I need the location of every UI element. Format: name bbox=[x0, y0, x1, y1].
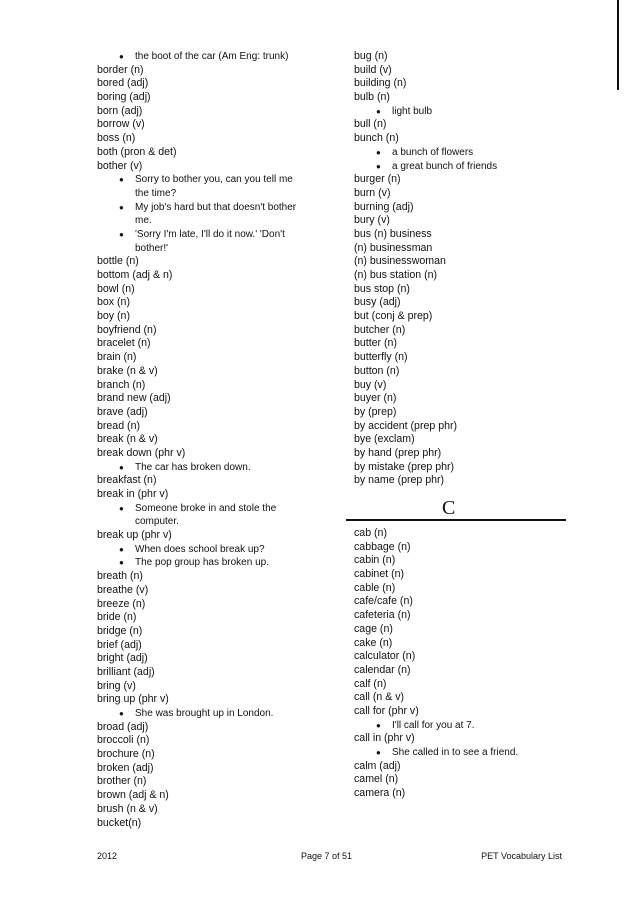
vocab-entry bbox=[97, 447, 342, 461]
vocab-entry bbox=[97, 721, 342, 735]
entry-text: bring up (phr v) bbox=[97, 693, 169, 706]
vocab-entry bbox=[354, 554, 579, 568]
entry-text: (n) bus station (n) bbox=[354, 269, 438, 281]
bullet-icon: ● bbox=[376, 147, 381, 157]
entry-text: brake (n & v) bbox=[97, 364, 158, 377]
vocab-entry bbox=[97, 488, 342, 502]
example-item bbox=[97, 201, 342, 215]
entry-text: burger (n) bbox=[354, 173, 401, 186]
entry-text: bright (adj) bbox=[97, 652, 148, 665]
entry-text: bus stop (n) bbox=[354, 282, 410, 295]
entry-text: brown (adj & n) bbox=[97, 789, 169, 802]
section-letter: C bbox=[442, 497, 456, 519]
example-item bbox=[97, 543, 342, 557]
entry-text: bored (adj) bbox=[97, 77, 149, 90]
entry-text: bracelet (n) bbox=[97, 337, 151, 350]
entry-text: cake (n) bbox=[354, 636, 393, 649]
right-column-b-entries bbox=[354, 50, 579, 488]
vocab-entry bbox=[354, 664, 579, 678]
entry-text: cabinet (n) bbox=[354, 568, 405, 581]
vocab-entry bbox=[354, 283, 579, 297]
entry-text: bread (n) bbox=[97, 419, 140, 432]
example-item bbox=[354, 719, 579, 733]
vocab-entry bbox=[354, 255, 579, 269]
entry-text: break in (phr v) bbox=[97, 488, 169, 500]
bullet-icon: ● bbox=[376, 161, 381, 171]
vocab-entry bbox=[354, 527, 579, 541]
vocab-entry bbox=[354, 650, 579, 664]
vocab-entry bbox=[354, 582, 579, 596]
vocab-entry bbox=[97, 748, 342, 762]
example-continuation bbox=[97, 187, 342, 201]
vocab-entry bbox=[354, 474, 579, 488]
vocab-entry bbox=[97, 598, 342, 612]
entry-text: branch (n) bbox=[97, 378, 146, 391]
entry-text: but (conj & prep) bbox=[354, 310, 433, 323]
entry-text: buy (v) bbox=[354, 378, 387, 391]
vocab-entry bbox=[97, 283, 342, 297]
entry-text: cabin (n) bbox=[354, 554, 396, 567]
entry-text: by mistake (prep phr) bbox=[354, 460, 455, 473]
bullet-icon: ● bbox=[119, 229, 124, 239]
vocab-entry bbox=[354, 541, 579, 555]
entry-text: breathe (v) bbox=[97, 583, 149, 596]
vocab-entry bbox=[97, 639, 342, 653]
example-continuation bbox=[97, 242, 342, 256]
entry-text: bus (n) business bbox=[354, 227, 432, 240]
entry-text: She called in to see a friend. bbox=[392, 747, 519, 758]
vocab-entry bbox=[354, 91, 579, 105]
footer-page-number: Page 7 of 51 bbox=[301, 851, 353, 861]
vocab-entry bbox=[97, 77, 342, 91]
vocab-entry bbox=[97, 584, 342, 598]
entry-text: calculator (n) bbox=[354, 650, 416, 663]
vocab-entry bbox=[354, 296, 579, 310]
entry-text: bride (n) bbox=[97, 611, 137, 624]
vocab-entry bbox=[97, 160, 342, 174]
entry-text: calf (n) bbox=[354, 677, 387, 690]
entry-text: butter (n) bbox=[354, 337, 397, 350]
entry-text: cable (n) bbox=[354, 581, 396, 594]
vocab-entry bbox=[97, 91, 342, 105]
entry-text: brochure (n) bbox=[97, 748, 155, 761]
entry-text: bull (n) bbox=[354, 118, 387, 131]
entry-text: cafeteria (n) bbox=[354, 609, 411, 622]
entry-text: brother (n) bbox=[97, 775, 147, 788]
entry-text: butterfly (n) bbox=[354, 351, 408, 364]
example-item bbox=[97, 502, 342, 516]
vocab-entry bbox=[354, 337, 579, 351]
vocab-entry bbox=[97, 666, 342, 680]
example-item bbox=[354, 160, 579, 174]
entry-text: by (prep) bbox=[354, 405, 397, 418]
entry-text: brilliant (adj) bbox=[97, 665, 155, 678]
entry-text: bowl (n) bbox=[97, 282, 135, 295]
entry-text: brain (n) bbox=[97, 351, 137, 364]
entry-text: 'Sorry I'm late, I'll do it now.' 'Don't bbox=[135, 228, 285, 240]
vocab-entry bbox=[354, 324, 579, 338]
vocab-entry bbox=[354, 420, 579, 434]
entry-text: call for (phr v) bbox=[354, 704, 419, 717]
entry-text: brand new (adj) bbox=[97, 392, 171, 405]
entry-text: brush (n & v) bbox=[97, 802, 158, 815]
vocab-entry bbox=[97, 365, 342, 379]
entry-text: computer. bbox=[135, 516, 179, 528]
vocab-entry bbox=[354, 447, 579, 461]
vocab-entry bbox=[97, 420, 342, 434]
entry-text: camel (n) bbox=[354, 773, 399, 786]
vocab-entry bbox=[354, 760, 579, 774]
entry-text: brief (adj) bbox=[97, 638, 142, 651]
example-item bbox=[97, 707, 342, 721]
entry-text: (n) businessman bbox=[354, 241, 433, 254]
entry-text: break up (phr v) bbox=[97, 529, 172, 542]
entry-text: The car has broken down. bbox=[135, 461, 251, 473]
vocab-entry bbox=[97, 529, 342, 543]
vocab-entry bbox=[354, 433, 579, 447]
footer-year: 2012 bbox=[97, 851, 118, 861]
entry-text: butcher (n) bbox=[354, 323, 406, 336]
example-continuation bbox=[97, 214, 342, 228]
entry-text: bye (exclam) bbox=[354, 433, 415, 446]
vocab-entry bbox=[97, 269, 342, 283]
vocab-entry bbox=[97, 803, 342, 817]
entry-text: break down (phr v) bbox=[97, 446, 186, 459]
entry-text: I'll call for you at 7. bbox=[392, 719, 475, 731]
entry-text: breath (n) bbox=[97, 570, 143, 583]
footer-title: PET Vocabulary List bbox=[481, 851, 562, 861]
vocab-entry bbox=[97, 379, 342, 393]
entry-text: cabbage (n) bbox=[354, 540, 411, 553]
entry-text: the time? bbox=[135, 187, 177, 199]
entry-text: a great bunch of friends bbox=[392, 160, 498, 172]
example-item bbox=[97, 50, 342, 64]
vocab-entry bbox=[97, 324, 342, 338]
entry-text: light bulb bbox=[392, 105, 433, 117]
entry-text: calm (adj) bbox=[354, 759, 401, 772]
entry-text: boring (adj) bbox=[97, 91, 151, 104]
bullet-icon: ● bbox=[119, 503, 124, 513]
entry-text: boss (n) bbox=[97, 132, 136, 145]
entry-text: Someone broke in and stole the bbox=[135, 502, 277, 514]
vocab-entry bbox=[354, 365, 579, 379]
bullet-icon: ● bbox=[119, 202, 124, 212]
vocab-entry bbox=[354, 228, 579, 242]
entry-text: the boot of the car (Am Eng: trunk) bbox=[135, 51, 289, 62]
vocab-entry bbox=[354, 568, 579, 582]
bullet-icon: ● bbox=[119, 462, 124, 472]
example-item bbox=[97, 228, 342, 242]
vocab-entry bbox=[354, 637, 579, 651]
entry-text: bulb (n) bbox=[354, 91, 390, 104]
entry-text: borrow (v) bbox=[97, 118, 145, 131]
entry-text: broken (adj) bbox=[97, 761, 154, 774]
entry-text: by accident (prep phr) bbox=[354, 419, 458, 432]
entry-text: bottom (adj & n) bbox=[97, 269, 173, 281]
entry-text: (n) businesswoman bbox=[354, 255, 446, 268]
entry-text: a bunch of flowers bbox=[392, 146, 474, 158]
entry-text: My job's hard but that doesn't bother bbox=[135, 201, 297, 213]
entry-text: cafe/cafe (n) bbox=[354, 595, 413, 608]
section-heading-c bbox=[346, 492, 566, 521]
vocab-entry bbox=[354, 623, 579, 637]
entry-text: bury (v) bbox=[354, 214, 390, 227]
vocab-entry bbox=[354, 379, 579, 393]
vocab-entry bbox=[354, 187, 579, 201]
entry-text: Sorry to bother you, can you tell me bbox=[135, 174, 293, 186]
vocab-entry bbox=[354, 461, 579, 475]
vocab-entry bbox=[97, 734, 342, 748]
vocab-entry bbox=[97, 406, 342, 420]
vocab-entry bbox=[354, 77, 579, 91]
vocab-entry bbox=[354, 406, 579, 420]
vocab-entry bbox=[354, 132, 579, 146]
entry-text: burn (v) bbox=[354, 186, 391, 199]
vocab-entry bbox=[354, 678, 579, 692]
vocab-entry bbox=[97, 105, 342, 119]
entry-text: When does school break up? bbox=[135, 543, 265, 555]
entry-text: boyfriend (n) bbox=[97, 323, 157, 336]
example-item bbox=[97, 461, 342, 475]
entry-text: by name (prep phr) bbox=[354, 474, 445, 487]
vocab-entry bbox=[97, 570, 342, 584]
vocab-entry bbox=[97, 652, 342, 666]
entry-text: bother!' bbox=[135, 242, 169, 254]
vocab-entry bbox=[97, 680, 342, 694]
example-item bbox=[97, 173, 342, 187]
vocab-entry bbox=[97, 132, 342, 146]
entry-text: call in (phr v) bbox=[354, 732, 415, 745]
vocab-entry bbox=[354, 64, 579, 78]
bullet-icon: ● bbox=[376, 720, 381, 730]
vocab-entry bbox=[354, 691, 579, 705]
entry-text: bother (v) bbox=[97, 159, 143, 172]
entry-text: breakfast (n) bbox=[97, 474, 157, 487]
entry-text: bridge (n) bbox=[97, 624, 143, 637]
entry-text: call (n & v) bbox=[354, 691, 405, 704]
bullet-icon: ● bbox=[119, 175, 124, 185]
entry-text: The pop group has broken up. bbox=[135, 557, 269, 569]
entry-text: bucket(n) bbox=[97, 816, 142, 829]
example-item bbox=[354, 746, 579, 760]
example-item bbox=[354, 146, 579, 160]
example-item bbox=[97, 556, 342, 570]
entry-text: me. bbox=[135, 215, 152, 227]
vocab-entry bbox=[354, 214, 579, 228]
entry-text: busy (adj) bbox=[354, 296, 401, 309]
vocab-entry bbox=[354, 609, 579, 623]
vocab-entry bbox=[97, 146, 342, 160]
vocab-entry bbox=[354, 595, 579, 609]
entry-text: box (n) bbox=[97, 296, 130, 309]
entry-text: bottle (n) bbox=[97, 255, 139, 268]
entry-text: by hand (prep phr) bbox=[354, 446, 442, 459]
vocab-entry bbox=[97, 433, 342, 447]
vocab-entry bbox=[354, 173, 579, 187]
entry-text: brave (adj) bbox=[97, 405, 148, 418]
bullet-icon: ● bbox=[376, 748, 381, 757]
vocab-entry bbox=[97, 611, 342, 625]
bullet-icon: ● bbox=[119, 709, 124, 718]
entry-text: bug (n) bbox=[354, 50, 388, 62]
entry-text: boy (n) bbox=[97, 310, 130, 323]
entry-text: calendar (n) bbox=[354, 663, 411, 676]
vocab-entry bbox=[354, 732, 579, 746]
entry-text: She was brought up in London. bbox=[135, 708, 274, 719]
bullet-icon: ● bbox=[376, 106, 381, 116]
entry-text: bring (v) bbox=[97, 679, 136, 692]
entry-text: burning (adj) bbox=[354, 200, 414, 213]
vocab-entry bbox=[97, 296, 342, 310]
vocab-entry bbox=[97, 118, 342, 132]
entry-text: broccoli (n) bbox=[97, 734, 150, 747]
vocab-entry bbox=[354, 351, 579, 365]
entry-text: cage (n) bbox=[354, 622, 393, 635]
left-column bbox=[97, 50, 342, 830]
entry-text: build (v) bbox=[354, 63, 392, 76]
vocab-entry bbox=[97, 775, 342, 789]
vocab-entry bbox=[354, 705, 579, 719]
vocab-entry bbox=[354, 201, 579, 215]
bullet-icon: ● bbox=[119, 558, 124, 568]
bullet-icon: ● bbox=[119, 52, 124, 61]
vocab-entry bbox=[354, 242, 579, 256]
vocab-entry bbox=[97, 337, 342, 351]
entry-text: breeze (n) bbox=[97, 597, 146, 610]
vocab-entry bbox=[97, 64, 342, 78]
margin-rule bbox=[617, 0, 619, 90]
vocab-entry bbox=[354, 787, 579, 801]
vocab-entry bbox=[97, 310, 342, 324]
entry-text: bunch (n) bbox=[354, 132, 399, 145]
vocab-entry bbox=[97, 789, 342, 803]
vocab-entry bbox=[97, 255, 342, 269]
vocab-entry bbox=[354, 118, 579, 132]
vocab-entry bbox=[97, 817, 342, 831]
entry-text: camera (n) bbox=[354, 787, 406, 800]
entry-text: building (n) bbox=[354, 77, 407, 90]
entry-text: buyer (n) bbox=[354, 392, 397, 405]
vocab-entry bbox=[97, 474, 342, 488]
vocab-entry bbox=[354, 269, 579, 283]
right-column bbox=[354, 50, 579, 801]
vocab-entry bbox=[97, 625, 342, 639]
vocab-entry bbox=[97, 392, 342, 406]
vocab-entry bbox=[97, 693, 342, 707]
bullet-icon: ● bbox=[119, 544, 124, 554]
vocab-entry bbox=[354, 310, 579, 324]
example-item bbox=[354, 105, 579, 119]
right-column-c-entries bbox=[354, 527, 579, 801]
entry-text: born (adj) bbox=[97, 104, 143, 117]
vocab-entry bbox=[354, 773, 579, 787]
vocab-entry bbox=[354, 392, 579, 406]
example-continuation bbox=[97, 515, 342, 529]
entry-text: both (pron & det) bbox=[97, 145, 177, 158]
entry-text: broad (adj) bbox=[97, 720, 149, 733]
entry-text: break (n & v) bbox=[97, 433, 158, 446]
vocab-entry bbox=[354, 50, 579, 64]
entry-text: cab (n) bbox=[354, 527, 387, 539]
vocab-entry bbox=[97, 762, 342, 776]
entry-text: button (n) bbox=[354, 364, 400, 377]
vocab-entry bbox=[97, 351, 342, 365]
entry-text: border (n) bbox=[97, 63, 144, 76]
